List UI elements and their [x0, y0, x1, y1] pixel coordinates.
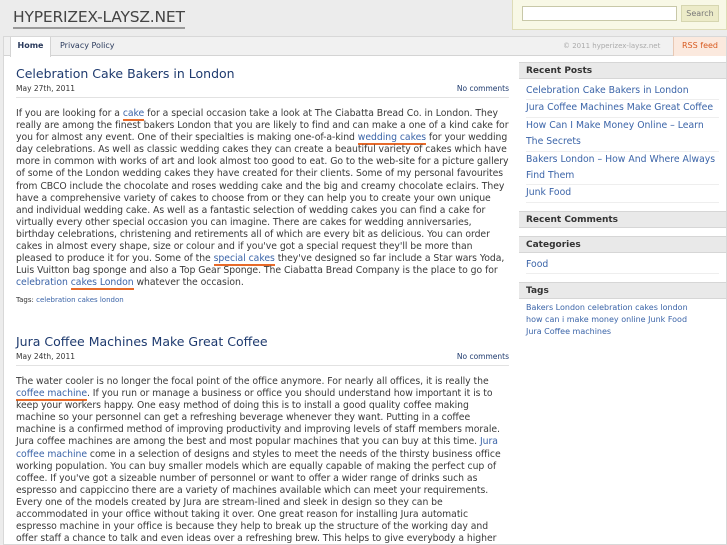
- rss-feed-link[interactable]: RSS feed: [673, 37, 726, 56]
- widget-categories: [519, 236, 726, 274]
- list-item: [526, 83, 719, 100]
- search-input[interactable]: [522, 6, 677, 21]
- list-item: [526, 100, 719, 117]
- list-item: [526, 185, 719, 202]
- recent-posts-list: [519, 79, 726, 203]
- inline-link[interactable]: cakes London: [70, 277, 134, 289]
- tag-cloud: [519, 299, 726, 341]
- post-tag-link[interactable]: celebration cakes london: [36, 296, 124, 305]
- post: [16, 334, 509, 545]
- tag-link[interactable]: how can i make money online: [526, 315, 646, 325]
- inline-link[interactable]: special cakes: [213, 253, 275, 265]
- inline-link[interactable]: coffee machine: [16, 388, 87, 400]
- post-body: [16, 108, 509, 289]
- post-comments-link[interactable]: No comments: [456, 352, 509, 361]
- nav-bar: [4, 37, 726, 56]
- search-button[interactable]: Search: [681, 5, 719, 22]
- tag-link[interactable]: celebration cakes london: [587, 303, 688, 313]
- post-tags-label: Tags:: [16, 296, 37, 305]
- body-text: If you are looking for a: [16, 108, 123, 119]
- tag-link[interactable]: Jura Coffee machines: [526, 327, 612, 337]
- list-item: [526, 257, 719, 274]
- site-header: [0, 0, 727, 36]
- list-item: [526, 118, 719, 152]
- recent-post-link[interactable]: How Can I Make Money Online – Learn The Secrets: [526, 119, 704, 148]
- inline-link[interactable]: Jura coffee machine: [16, 436, 498, 460]
- list-item: [526, 152, 719, 186]
- tag-link[interactable]: Bakers London: [526, 303, 585, 313]
- recent-post-link[interactable]: Celebration Cake Bakers in London: [526, 85, 689, 96]
- post-meta: [16, 84, 509, 98]
- post-comments-link[interactable]: No comments: [456, 84, 509, 93]
- categories-list: [519, 253, 726, 274]
- post-meta: [16, 352, 509, 366]
- widget-title: Tags: [519, 282, 726, 299]
- body-text: come in a selection of designs and styles to meet the needs of the thirsty business office working population. You can buy smaller models which are equally capable of making the perfect cup of coffee. If you've got a sizeable number of personnel or want to offer a wider range of drinks such as espresso and cappiccino there are a variety of machines available which can meet your requirements. Every one of the models created by Jura are stream-lined and sleek in design so they can be accommodated in your office without taking it over. One great reason for installing Jura automatic espresso machine in your office is because they help to break up the structure of the working day and offer staff a chance to talk and even ideas over a refreshing brew. This helps to give everybody a higher: [16, 448, 501, 545]
- widget-title: Categories: [519, 236, 726, 253]
- body-text: whatever the occasion.: [133, 277, 244, 289]
- post-title[interactable]: Celebration Cake Bakers in London: [16, 66, 235, 81]
- search-box: [512, 0, 727, 30]
- body-text: . If you run or manage a business or office you should understand how important it is to keep your workers happy. One easy method of doing this is to install a good quality coffee making machine so your personnel can get a refreshing beverage whenever they want. Putting in a coffee machine is a confirmed method of improving productivity and improving levels of staff members morale. Jura coffee machines are among the best and most popular machines that you can buy at this time.: [16, 388, 500, 448]
- body-text: for a special occasion take a look at The Ciabatta Bread Co. in London. They really are among the finest bakers London that you are likely to find and can make a one of a kind cake for you for almost any event. One of their specialties is making one-of-a-kind: [16, 108, 509, 144]
- body-text: for your wedding day celebrations. As well as classic wedding cakes they can create a beautiful variety of cakes which have more in common with works of art and look almost too good to eat. Go to the web-site for a picture gallery of some of the London wedding cakes they have created for their clients. Some of my personal favourites from CBCO include the chocolate and roses wedding cake and the big and creamy chocolate eclairs. They have a comprehensive variety of cakes to choose from or they can help you to create your own unique and individual wedding cake. As well as a fantastic selection of wedding cakes you can find a cake for virtually every other special occasion you can imagine. There are cakes for wedding anniversaries, birthday celebrations, christening and retirements all of which are every bit as delicious. You can order cakes in almost every shape, size or colour and if you've got a special request they'll be more than pleased to produce it for you. Some of the: [16, 132, 509, 265]
- site-logo[interactable]: HYPERIZEX-LAYSZ.NET: [13, 8, 185, 29]
- post-tags: [16, 296, 509, 304]
- widget-title: Recent Comments: [519, 211, 726, 228]
- main-content: [4, 57, 516, 545]
- inline-link[interactable]: celebration: [16, 277, 68, 289]
- widget-title: Recent Posts: [519, 62, 726, 79]
- post-body: [16, 376, 509, 545]
- post: [16, 66, 509, 304]
- nav-home[interactable]: Home: [10, 37, 51, 57]
- page-frame: [3, 36, 727, 545]
- post-date: May 27th, 2011: [16, 84, 75, 93]
- tag-link[interactable]: Junk Food: [648, 315, 688, 325]
- widget-recent-posts: [519, 62, 726, 203]
- category-link[interactable]: Food: [526, 258, 549, 270]
- sidebar: [519, 62, 726, 349]
- post-date: May 24th, 2011: [16, 352, 75, 361]
- copyright-text: © 2011 hyperizex-laysz.net: [563, 42, 661, 50]
- recent-post-link[interactable]: Jura Coffee Machines Make Great Coffee: [526, 102, 714, 114]
- widget-recent-comments: [519, 211, 726, 228]
- inline-link[interactable]: cake: [122, 108, 145, 119]
- body-text: The water cooler is no longer the focal point of the office anymore. For nearly all offices, it is really the: [16, 376, 489, 387]
- inline-link[interactable]: wedding cakes: [357, 132, 427, 144]
- recent-post-link[interactable]: Bakers London – How And Where Always Find Them: [526, 153, 716, 182]
- body-text: they've designed so far include a Star wars Yoda, Luis Vuitton bag sponge and also a Top Gear Sponge. The Ciabatta Bread Company is the place to go for: [16, 253, 505, 277]
- post-title[interactable]: Jura Coffee Machines Make Great Coffee: [16, 334, 268, 349]
- recent-post-link[interactable]: Junk Food: [526, 187, 572, 199]
- widget-tags: [519, 282, 726, 341]
- nav-privacy-policy[interactable]: Privacy Policy: [60, 41, 115, 50]
